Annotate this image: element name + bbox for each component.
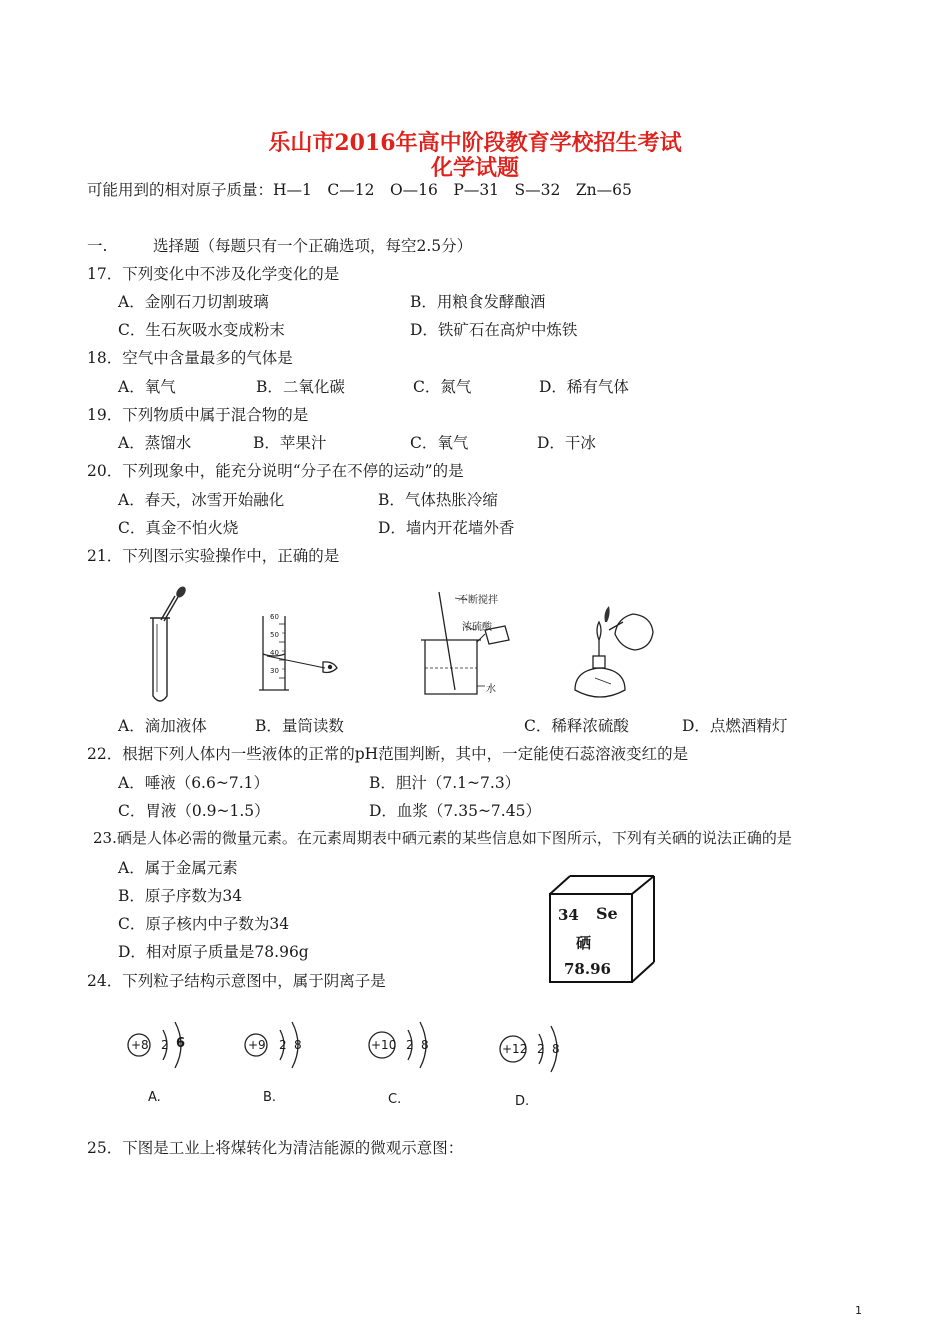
diagram-c-nucleus: +10 (371, 1038, 397, 1052)
q21-option-c: C．稀释浓硫酸 (524, 717, 629, 735)
q19-option-a: A．蒸馏水 (118, 434, 192, 452)
diagram-a-shell-1: 2 (161, 1038, 169, 1052)
diagram-b-nucleus: +9 (248, 1038, 266, 1052)
q20-option-c: C．真金不怕火烧 (118, 519, 239, 537)
alcohol-lamp-figure (565, 600, 665, 710)
q20-option-d: D．墙内开花墙外香 (378, 519, 515, 537)
cylinder-tick-40: 40 (270, 649, 279, 657)
label-concentrated-acid: 浓硫酸 (462, 622, 492, 633)
q24-stem: 24．下列粒子结构示意图中，属于阴离子是 (87, 972, 386, 990)
diagram-d-label: D. (515, 1094, 530, 1109)
page-number: 1 (855, 1304, 862, 1317)
q25-stem: 25．下图是工业上将煤转化为清洁能源的微观示意图： (87, 1139, 464, 1157)
cylinder-tick-50: 50 (270, 631, 279, 639)
q18-option-a: A．氧气 (118, 378, 176, 396)
q22-option-c: C．胃液（0.9~1.5） (118, 802, 270, 820)
cylinder-tick-30: 30 (270, 667, 279, 675)
q19-option-d: D．干冰 (537, 434, 596, 452)
page-subtitle: 化学试题 (430, 155, 519, 181)
q20-stem: 20．下列现象中，能充分说明“分子在不停的运动”的是 (87, 462, 464, 480)
diagram-c-label: C. (388, 1092, 402, 1107)
diagram-d-shell-1: 2 (537, 1042, 545, 1056)
q19-option-b: B．苹果汁 (253, 434, 327, 452)
q21-stem: 21．下列图示实验操作中，正确的是 (87, 547, 340, 565)
q17-option-d: D．铁矿石在高炉中炼铁 (410, 321, 578, 339)
q20-option-b: B．气体热胀冷缩 (378, 491, 498, 509)
q18-option-d: D．稀有气体 (539, 378, 629, 396)
q17-stem: 17．下列变化中不涉及化学变化的是 (87, 265, 340, 283)
q23-option-b: B．原子序数为34 (118, 887, 243, 905)
label-keep-stirring: 不断搅拌 (458, 595, 498, 606)
q23-option-c: C．原子核内中子数为34 (118, 915, 290, 933)
diagram-b-label: B. (263, 1090, 277, 1105)
dropper-test-tube-figure (145, 584, 195, 708)
q22-option-a: A．唾液（6.6~7.1） (118, 774, 269, 792)
q22-option-b: B．胆汁（7.1~7.3） (369, 774, 521, 792)
label-water: 水 (486, 684, 496, 695)
element-name: 硒 (576, 934, 592, 952)
page-title: 乐山市2016年高中阶段教育学校招生考试 (268, 130, 682, 156)
diagram-a-label: A. (148, 1090, 161, 1105)
dilute-acid-figure (415, 590, 520, 700)
diagram-a-shell-2: 6 (176, 1036, 186, 1051)
q19-stem: 19．下列物质中属于混合物的是 (87, 406, 309, 424)
q23-option-d: D．相对原子质量是78.96g (118, 943, 309, 961)
diagram-b-shell-1: 2 (279, 1038, 287, 1052)
q21-option-b: B．量筒读数 (255, 717, 344, 735)
graduated-cylinder-figure (245, 612, 350, 692)
diagram-d-shell-2: 8 (552, 1042, 560, 1056)
atomic-mass-line: 可能用到的相对原子质量：H—1 C—12 O—16 P—31 S—32 Zn—65 (87, 181, 632, 199)
q21-option-d: D．点燃酒精灯 (682, 717, 788, 735)
q17-option-a: A．金刚石刀切割玻璃 (118, 293, 269, 311)
q22-option-d: D．血浆（7.35~7.45） (369, 802, 541, 820)
q18-option-b: B．二氧化碳 (256, 378, 345, 396)
q20-option-a: A．春天，冰雪开始融化 (118, 491, 285, 509)
q17-option-c: C．生石灰吸水变成粉末 (118, 321, 285, 339)
q23-stem: 23.硒是人体必需的微量元素。在元素周期表中硒元素的某些信息如下图所示，下列有关硒的说法正确的是 (93, 829, 792, 847)
q19-option-c: C．氧气 (410, 434, 469, 452)
diagram-c-shell-1: 2 (406, 1038, 414, 1052)
diagram-d-nucleus: +12 (502, 1042, 528, 1056)
section-number: 一. (87, 237, 108, 255)
q17-option-b: B．用粮食发酵酿酒 (410, 293, 546, 311)
q23-option-a: A．属于金属元素 (118, 859, 238, 877)
q22-stem: 22．根据下列人体内一些液体的正常的pH范围判断，其中，一定能使石蕊溶液变红的是 (87, 745, 689, 763)
diagram-b-shell-2: 8 (294, 1038, 302, 1052)
element-atomic-number: 34 (558, 906, 579, 924)
section-heading: 选择题（每题只有一个正确选项，每空2.5分） (153, 237, 473, 255)
q18-stem: 18．空气中含量最多的气体是 (87, 349, 293, 367)
element-symbol: Se (596, 904, 618, 923)
diagram-a-nucleus: +8 (131, 1038, 149, 1052)
element-atomic-mass: 78.96 (564, 960, 611, 978)
diagram-c-shell-2: 8 (421, 1038, 429, 1052)
q18-option-c: C．氮气 (413, 378, 472, 396)
cylinder-tick-60: 60 (270, 613, 279, 621)
q21-option-a: A．滴加液体 (118, 717, 207, 735)
